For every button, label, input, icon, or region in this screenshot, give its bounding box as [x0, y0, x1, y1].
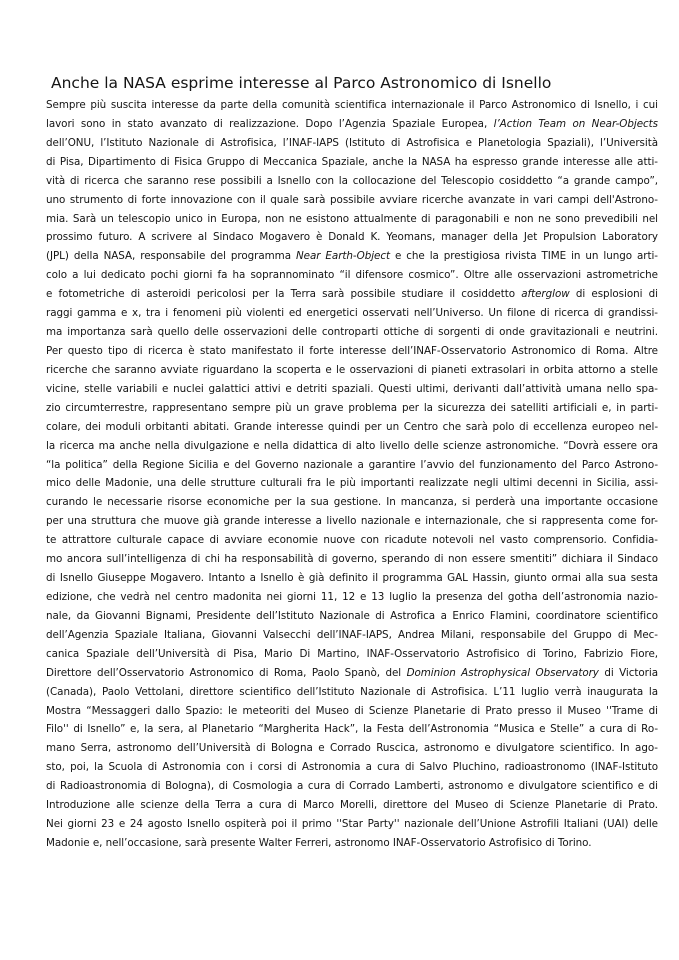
- article-line: [46, 720, 658, 739]
- article-line: [46, 418, 658, 437]
- text-segment: (Canada), Paolo Vettolani, direttore scientifico dell’Istituto Nazionale di Astrofisica. L’11 luglio verrà inaugurata la: [46, 685, 658, 698]
- article-line: [46, 474, 658, 493]
- text-segment: dell’Agenzia Spaziale Italiana, Giovanni Valsecchi dell’INAF-IAPS, Andrea Milani, responsabile del Gruppo di Mec-: [46, 628, 658, 641]
- article-line: [46, 456, 658, 475]
- article-line: [46, 550, 658, 569]
- article-line: [46, 437, 658, 456]
- text-segment: ma importanza sarà quello delle osservazioni delle controparti ottiche di sorgenti di onde gravitazionali e neutrini.: [46, 326, 658, 339]
- text-segment: di Isnello Giuseppe Mogavero. Intanto a Isnello è già definito il programma GAL Hassin, giunto ormai alla sua sesta: [46, 572, 658, 585]
- text-segment: Madonie e, nell’occasione, sarà presente Walter Ferreri, astronomo INAF-Osservatorio Astrofisico di Torino.: [46, 836, 592, 849]
- text-segment: Direttore dell’Osservatorio Astronomico di Roma, Paolo Spanò, del: [46, 666, 407, 679]
- text-segment: canica Spaziale dell’Università di Pisa, Mario Di Martino, INAF-Osservatorio Astrofisico di Torino, Fabrizio Fiore,: [46, 647, 658, 660]
- text-segment: te attrattore culturale capace di avviare economie nuove con ricadute notevoli nel vasto comprensorio. Confidia-: [46, 534, 658, 547]
- article-line: [46, 626, 658, 645]
- text-segment: e fotometriche di asteroidi pericolosi per la Terra sarà possibile studiare il cosiddetto: [46, 288, 522, 301]
- text-segment: Mostra “Messaggeri dallo Spazio: le meteoriti del Museo di Scienze Planetarie di Prato presso il Museo ''Trame di: [46, 704, 658, 717]
- article-line: [46, 493, 658, 512]
- text-segment: mia. Sarà un telescopio unico in Europa, non ne esistono attualmente di paragonabili e non ne sono prevedibili nel: [46, 212, 658, 225]
- article-line: [46, 210, 658, 229]
- article-line: [46, 512, 658, 531]
- article-body: [46, 96, 658, 853]
- article-line: [46, 153, 658, 172]
- text-segment: Per questo tipo di ricerca è stato manifestato il forte interesse dell’INAF-Osservatorio Astronomico di Roma. Altre: [46, 344, 658, 357]
- text-segment: vità di ricerca che saranno rese possibili a Isnello con la collocazione del Telescopio cosiddetto “a grande campo”,: [46, 174, 658, 187]
- article-line: [46, 342, 658, 361]
- article-line: [46, 323, 658, 342]
- text-segment: e che la prestigiosa rivista TIME in un lungo arti-: [390, 250, 658, 263]
- article-line: [46, 702, 658, 721]
- text-segment: Nei giorni 23 e 24 agosto Isnello ospiterà poi il primo ''Star Party'' nazionale dell’Unione Astrofili Italiani (UAI) delle: [46, 818, 658, 831]
- article-line: [46, 399, 658, 418]
- italic-text: Dominion Astrophysical Observatory: [406, 666, 599, 679]
- text-segment: la ricerca ma anche nella divulgazione e nella didattica di alto livello delle scienze astronomiche. “Dovrà essere ora: [46, 439, 658, 452]
- text-segment: di Pisa, Dipartimento di Fisica Gruppo di Meccanica Spaziale, anche la NASA ha espresso grande interesse alle atti-: [46, 155, 658, 168]
- article-line: [46, 758, 658, 777]
- article-line: [46, 531, 658, 550]
- article-line: [46, 569, 658, 588]
- text-segment: “la politica” della Regione Sicilia e del Governo nazionale a garantire l’avvio del funzionamento del Parco Astrono-: [46, 458, 658, 471]
- text-segment: Filo'' di Isnello” e, la sera, al Planetario “Margherita Hack”, la Festa dell’Astronomia “Musica e Stelle” a cura di Ro-: [46, 723, 658, 736]
- article-line: [46, 247, 658, 266]
- article-line: [46, 361, 658, 380]
- text-segment: lavori sono in stato avanzato di realizzazione. Dopo l’Agenzia Spaziale Europea,: [46, 117, 494, 130]
- text-segment: curando le necessarie risorse economiche per la sua gestione. In mancanza, si perderà una importante occasione: [46, 496, 658, 509]
- article-line: [46, 588, 658, 607]
- text-segment: di Radioastronomia di Bologna), di Cosmologia a cura di Corrado Lamberti, astronomo e divulgatore scientifico e di: [46, 780, 658, 793]
- text-segment: raggi gamma e x, tra i fenomeni più violenti ed energetici osservati nell’Universo. Un filone di ricerca di grandissi-: [46, 307, 658, 320]
- text-segment: (JPL) della NASA, responsabile del programma: [46, 250, 296, 263]
- article-line: [46, 683, 658, 702]
- text-segment: Introduzione alle scienze della Terra a cura di Marco Morelli, direttore del Museo di Scienze Planetarie di Prato.: [46, 799, 658, 812]
- text-segment: sto, poi, la Scuola di Astronomia con i corsi di Astronomia a cura di Salvo Pluchino, radioastronomo (INAF-Istituto: [46, 761, 658, 774]
- article-line: [46, 815, 658, 834]
- text-segment: edizione, che vedrà nel centro madonita nei giorni 11, 12 e 13 luglio la presenza del gotha dell’astronomia nazio-: [46, 590, 658, 603]
- article-line: [46, 96, 658, 115]
- italic-text: l’Action Team on Near-Objects: [493, 117, 658, 130]
- text-segment: uno strumento di forte innovazione con il quale sarà possibile avviare ricerche avanzate in vari campi dell'Astrono-: [46, 193, 658, 206]
- article-line: [46, 285, 658, 304]
- article-line: [46, 380, 658, 399]
- text-segment: di Victoria: [598, 666, 658, 679]
- text-segment: ricerche che saranno avviate riguardano la scoperta e le osservazioni di pianeti extrasolari in orbita attorno a stelle: [46, 363, 658, 376]
- text-segment: colo a lui dedicato pochi giorni fa ha soprannominato “il difensore cosmico”. Oltre alle osservazioni astrometriche: [46, 269, 658, 282]
- article-title: Anche la NASA esprime interesse al Parco Astronomico di Isnello: [51, 74, 552, 92]
- text-segment: mo ancora sull’intelligenza di chi ha responsabilità di governo, sperando di non essere smentiti” dichiara il Sindaco: [46, 553, 658, 566]
- text-segment: vicine, stelle variabili e nuclei galattici attivi e detriti spaziali. Questi ultimi, derivanti dall’attività umana nello spa-: [46, 382, 658, 395]
- text-segment: zio circumterrestre, rappresentano sempre più un grave problema per la sicurezza dei satelliti artificiali e, in parti-: [46, 401, 658, 414]
- article-line: [46, 228, 658, 247]
- italic-text: Near Earth-Object: [295, 250, 390, 263]
- article-line: [46, 172, 658, 191]
- text-segment: nale, da Giovanni Bignami, Presidente dell’Istituto Nazionale di Astrofica a Enrico Flamini, coordinatore scientifico: [46, 609, 658, 622]
- article-line: [46, 664, 658, 683]
- article-line: [46, 304, 658, 323]
- article-line: [46, 134, 658, 153]
- text-segment: mico delle Madonie, una delle strutture culturali fra le più importanti realizzate negli ultimi decenni in Sicilia, assi-: [46, 477, 658, 490]
- text-segment: mano Serra, astronomo dell’Università di Bologna e Corrado Ruscica, astronomo e divulgatore scientifico. In ago-: [46, 742, 658, 755]
- text-segment: colare, dei moduli orbitanti abitati. Grande interesse quindi per un Centro che sarà polo di eccellenza europeo nel-: [46, 420, 658, 433]
- article-line: [46, 266, 658, 285]
- article-line: [46, 607, 658, 626]
- text-segment: prossimo futuro. A scrivere al Sindaco Mogavero è Donald K. Yeomans, manager della Jet Propulsion Laboratory: [46, 231, 658, 244]
- article-line: [46, 191, 658, 210]
- text-segment: di esplosioni di: [569, 288, 658, 301]
- article-line: [46, 834, 658, 853]
- text-segment: dell’ONU, l’Istituto Nazionale di Astrofisica, l’INAF-IAPS (Istituto di Astrofisica e Planetologia Spaziali), l’Università: [46, 136, 658, 149]
- text-segment: per una struttura che muove già grande interesse a livello nazionale e internazionale, che si rappresenta come for-: [46, 515, 658, 528]
- text-segment: Sempre più suscita interesse da parte della comunità scientifica internazionale il Parco Astronomico di Isnello, i cui: [46, 99, 658, 111]
- article-line: [46, 115, 658, 134]
- article-line: [46, 796, 658, 815]
- article-line: [46, 739, 658, 758]
- article-line: [46, 777, 658, 796]
- italic-text: afterglow: [521, 288, 570, 301]
- article-line: [46, 645, 658, 664]
